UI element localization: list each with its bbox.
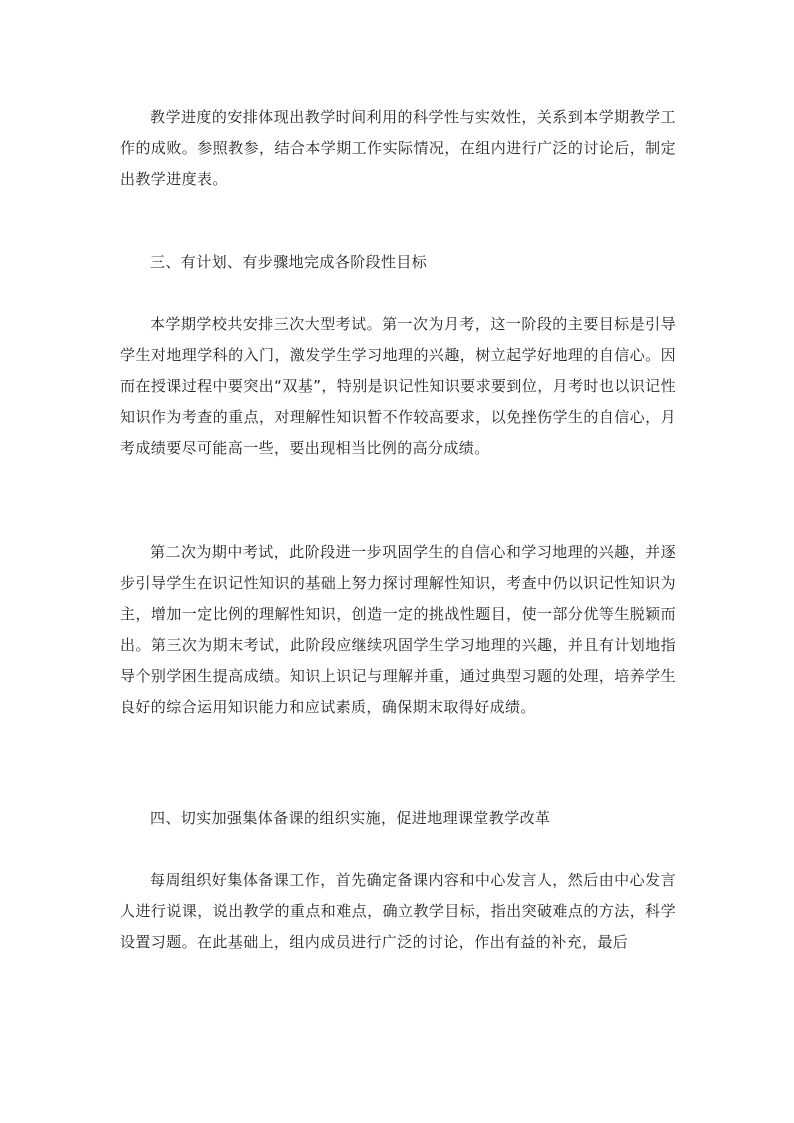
paragraph-collective-lesson-prep: 每周组织好集体备课工作，首先确定备课内容和中心发言人，然后由中心发言人进行说课，说出教学的重点和难点，确立教学目标，指出突破难点的方法，科学设置习题。在此基础上，组内成员进行广泛的讨论，作出有益的补充，最后: [120, 871, 676, 951]
paragraph-first-exam: 本学期学校共安排三次大型考试。第一次为月考，这一阶段的主要目标是引导学生对地理学科的入门，激发学生学习地理的兴趣，树立起学好地理的自信心。因而在授课过程中要突出“双基”，特别是识记性知识要求要到位，月考时也以识记性知识作为考查的重点，对理解性知识暂不作较高要求，以免挫伤学生的自信心，月考成绩要尽可能高一些，要出现相当比例的高分成绩。: [120, 315, 676, 457]
section-heading-3: 三、有计划、有步骤地完成各阶段性目标: [150, 253, 428, 271]
paragraph-teaching-schedule: 教学进度的安排体现出教学时间利用的科学性与实效性，关系到本学期教学工作的成败。参照教参，结合本学期工作实际情况，在组内进行广泛的讨论后，制定出教学进度表。: [120, 108, 676, 188]
section-heading-4: 四、切实加强集体备课的组织实施，促进地理课堂教学改革: [150, 809, 551, 827]
paragraph-second-third-exam: 第二次为期中考试，此阶段进一步巩固学生的自信心和学习地理的兴趣，并逐步引导学生在识记性知识的基础上努力探讨理解性知识，考查中仍以识记性知识为主，增加一定比例的理解性知识，创造一定的挑战性题目，使一部分优等生脱颖而出。第三次为期末考试，此阶段应继续巩固学生学习地理的兴趣，并且有计划地指导个别学困生提高成绩。知识上识记与理解并重，通过典型习题的处理，培养学生良好的综合运用知识能力和应试素质，确保期末取得好成绩。: [120, 543, 676, 716]
